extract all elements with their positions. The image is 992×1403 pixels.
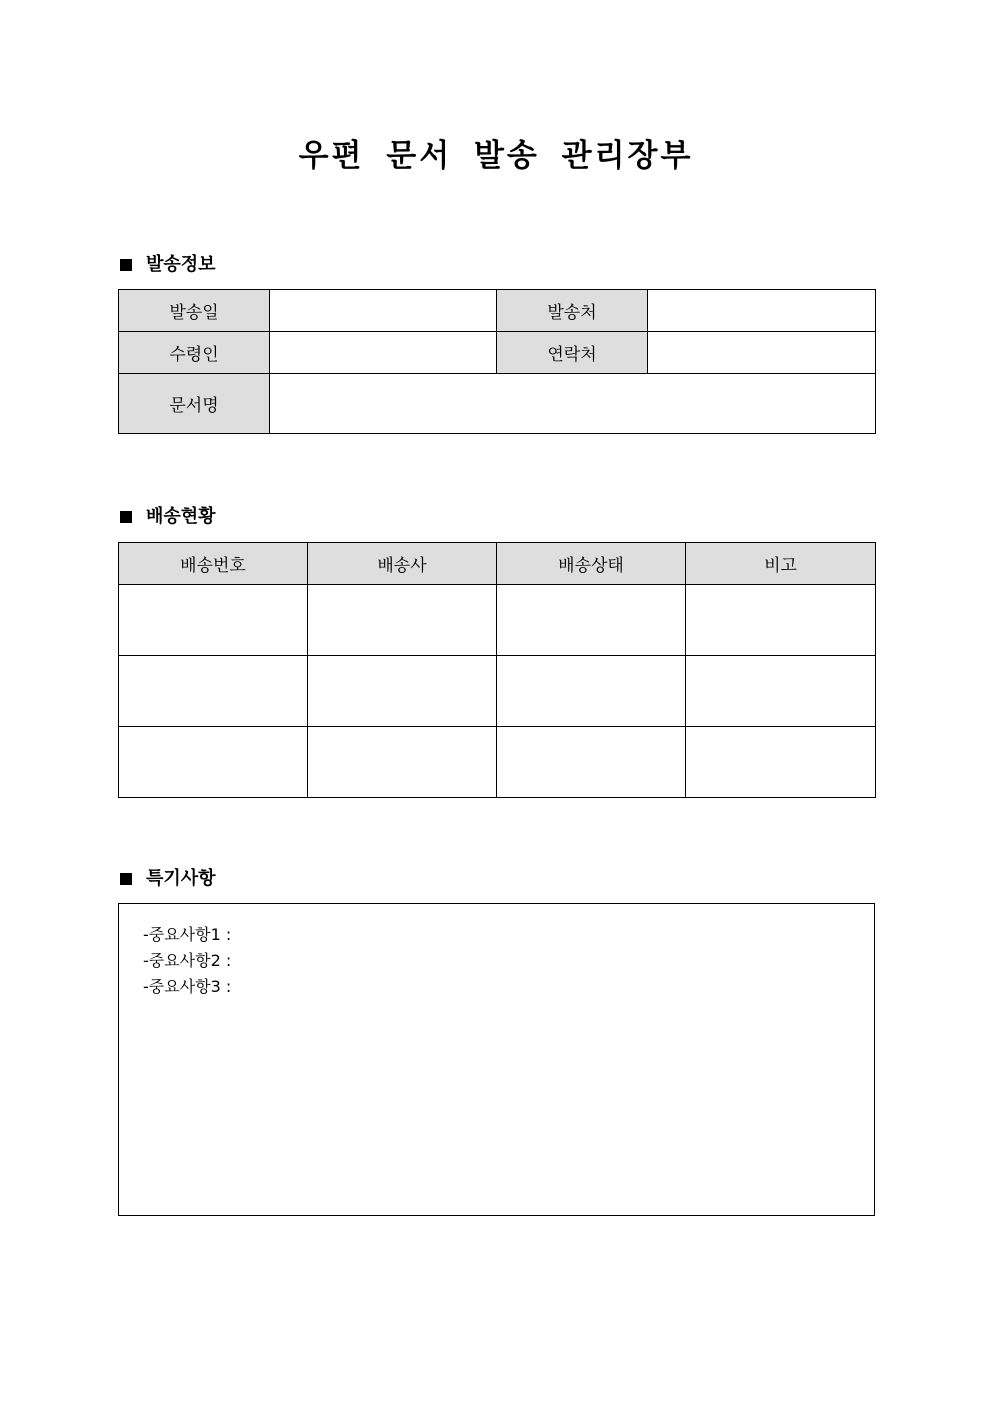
section-heading-label: 발송정보 bbox=[146, 254, 216, 275]
square-bullet-icon bbox=[120, 259, 132, 271]
carrier-cell[interactable] bbox=[308, 585, 497, 656]
table-row bbox=[119, 290, 876, 332]
column-header-status: 배송상태 bbox=[497, 543, 686, 585]
destination-field[interactable] bbox=[648, 290, 876, 332]
table-row bbox=[119, 332, 876, 374]
status-cell[interactable] bbox=[497, 656, 686, 727]
contact-label: 연락처 bbox=[497, 332, 648, 374]
status-cell[interactable] bbox=[497, 727, 686, 798]
section-heading-notes bbox=[118, 866, 216, 892]
destination-label: 발송처 bbox=[497, 290, 648, 332]
carrier-cell[interactable] bbox=[308, 727, 497, 798]
table-row bbox=[119, 727, 876, 798]
delivery-table bbox=[118, 542, 876, 798]
document-name-label: 문서명 bbox=[119, 374, 270, 434]
section-heading-label: 특기사항 bbox=[146, 868, 216, 889]
contact-field[interactable] bbox=[648, 332, 876, 374]
remarks-cell[interactable] bbox=[686, 727, 876, 798]
remarks-cell[interactable] bbox=[686, 656, 876, 727]
notes-list bbox=[119, 904, 874, 1000]
table-header-row bbox=[119, 543, 876, 585]
list-item: -중요사항3 : bbox=[143, 977, 232, 996]
document-name-field[interactable] bbox=[270, 374, 876, 434]
square-bullet-icon bbox=[120, 511, 132, 523]
tracking-number-cell[interactable] bbox=[119, 585, 308, 656]
column-header-carrier: 배송사 bbox=[308, 543, 497, 585]
carrier-cell[interactable] bbox=[308, 656, 497, 727]
column-header-remarks: 비고 bbox=[686, 543, 876, 585]
section-heading-delivery bbox=[118, 504, 216, 530]
section-heading-send-info bbox=[118, 252, 216, 278]
status-cell[interactable] bbox=[497, 585, 686, 656]
section-heading-label: 배송현황 bbox=[146, 506, 216, 527]
square-bullet-icon bbox=[120, 873, 132, 885]
send-info-table bbox=[118, 289, 876, 434]
table-row bbox=[119, 374, 876, 434]
recipient-label: 수령인 bbox=[119, 332, 270, 374]
table-row bbox=[119, 656, 876, 727]
send-date-field[interactable] bbox=[270, 290, 497, 332]
send-date-label: 발송일 bbox=[119, 290, 270, 332]
tracking-number-cell[interactable] bbox=[119, 727, 308, 798]
list-item: -중요사항2 : bbox=[143, 951, 232, 970]
tracking-number-cell[interactable] bbox=[119, 656, 308, 727]
list-item: -중요사항1 : bbox=[143, 925, 232, 944]
recipient-field[interactable] bbox=[270, 332, 497, 374]
remarks-cell[interactable] bbox=[686, 585, 876, 656]
table-row bbox=[119, 585, 876, 656]
notes-box[interactable] bbox=[118, 903, 875, 1216]
column-header-tracking-number: 배송번호 bbox=[119, 543, 308, 585]
page-title: 우편 문서 발송 관리장부 bbox=[298, 138, 694, 174]
